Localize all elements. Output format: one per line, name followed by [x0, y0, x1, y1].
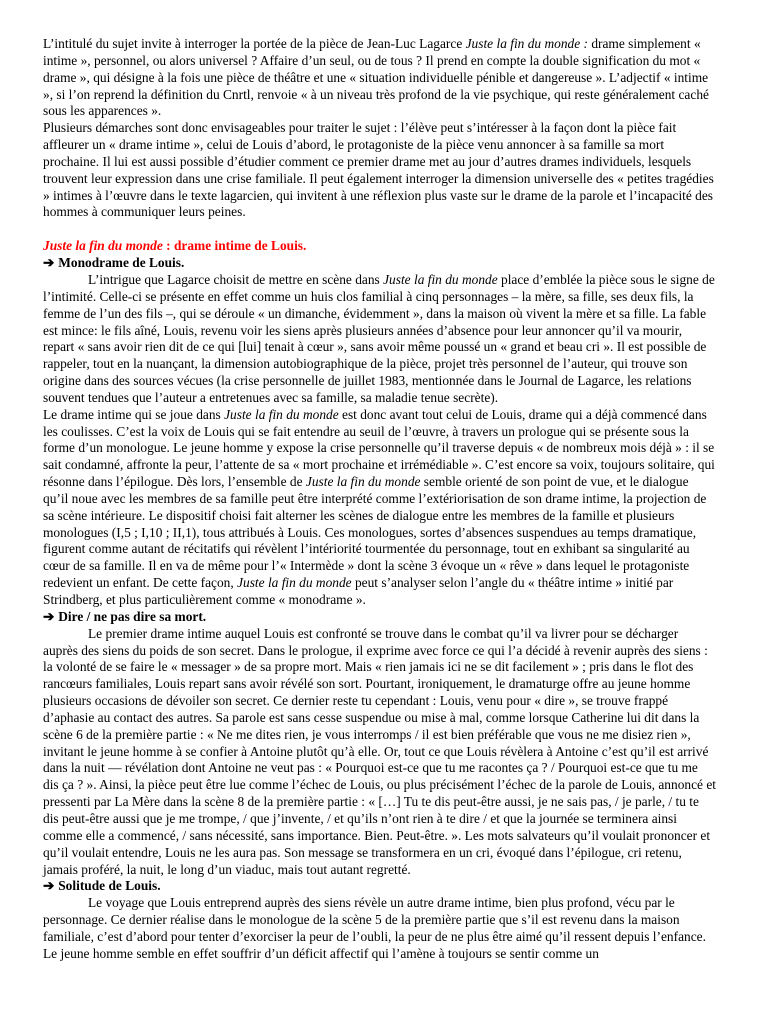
spacer — [43, 221, 716, 238]
play-title: Juste la fin du monde — [305, 474, 421, 490]
body-paragraph: L’intrigue que Lagarce choisit de mettre en scène dans Juste la fin du monde place d’emblée la pièce sous le signe de l’intimité. Celle-ci se présente en effet comme un huis clos familial à cinq personnages – la mère, sa fille, ses deux fils, la femme de l’un des fils –, qui se déroule « un dimanche, évidemment », dans la maison où vivent la mère et sa fille. La fable est mince: le fils aîné, Louis, revenu voir les siens après plusieurs années d’absence pour leur annoncer qu’il va mourir, repart « sans avoir rien dit de ce qui [lui] tenait à cœur », sans avoir même poussé un « grand et beau cri ». Il est possible de rappeler, tout en la nuançant, la dimension autobiographique de la pièce, projet très personnel de l’auteur, qui trouve son origine dans des sources vécues (la crise personnelle de juillet 1983, mentionnée dans le Journal de Lagarce, les relations souvent tendues que l’auteur a entretenues avec sa famille, sa maladie tenue secrète). — [43, 271, 715, 405]
play-title: Juste la fin du monde — [383, 271, 498, 287]
arrow-right-icon: ➔ — [43, 255, 55, 271]
body-paragraph: Le drame intime qui se joue dans Juste la fin du monde est donc avant tout celui de Louis, drame qui a déjà commencé dans les coulisses. C’est la voix de Louis qui se fait entendre au seuil de l’œuvre, à travers un prologue qui se présente sous la forme d’un monologue. Le jeune homme y expose la crise personnelle qu’il traverse depuis « de nombreux mois déjà » : il se sait condamné, affronte la peur, l’attente de sa « mort prochaine et irrémédiable ». C’est encore sa voix, toujours solitaire, qui résonne dans l’épilogue. Dès lors, l’ensemble de Juste la fin du monde semble orienté de son point de vue, et le dialogue qu’il noue avec les membres de sa famille peut être interprété comme l’extériorisation de son drame intime, la projection de sa scène intérieure. Le dispositif choisi fait alterner les scènes de dialogue entre les membres de la famille et plusieurs monologues (I,5 ; I,10 ; II,1), tous attribués à Louis. Ces monologues, sortes d’absences suspendues au temps dramatique, figurent comme autant de récitatifs qui révèlent l’intériorité tourmentée du personnage, tout en exhibant sa singularité au cœur de sa famille. Il en va de même pour l’« Intermède » dont la scène 3 évoque un « rêve » dans lequel le protagoniste redevient un enfant. De cette façon, Juste la fin du monde peut s’analyser selon l’angle du « théâtre intime » initié par Strindberg, et plus particulièrement comme « monodrame ». — [43, 406, 715, 607]
body-paragraph: Le premier drame intime auquel Louis est confronté se trouve dans le combat qu’il va livrer pour se décharger auprès des siens du poids de son secret. Dans le prologue, il exprime avec force ce qui l’a décidé à revenir auprès des siens : la volonté de se faire le « messager » de sa propre mort. Mais « rien jamais ici ne se dit facilement » ; pris dans le flot des rancœurs familiales, Louis repart sans avoir révélé son sort. Pourtant, ironiquement, le dramaturge offre au jeune homme plusieurs occasions de dévoiler son secret. Ce dernier reste tu cependant : Louis, venu pour « dire », se trouve frappé d’aphasie au contact des autres. Sa parole est sans cesse suspendue ou mise à mal, comme lorsque Catherine lui dit dans la scène 6 de la première partie : « Ne me dites rien, je vous interromps / il est bien préférable que vous ne me disiez rien », invitant le jeune homme à se confier à Antoine plutôt qu’à elle. Or, tout ce que Louis révèlera à Antoine c’est qu’il est arrivé dans la nuit — révélation dont Antoine ne veut pas : « Pourquoi est-ce que tu me racontes ça ? / Pourquoi est-ce que tu me dis ça ? ». Ainsi, la pièce peut être lue comme l’échec de Louis, ou plus précisément l’échec de la parole de Louis, annoncé et pressenti par La Mère dans la scène 8 de la première partie : « […] Tu te dis peut-être aussi, je ne sais pas, / je parle, / tu te dis peut-être aussi que je me trompe, / que j’invente, / et qu’ils n’ont rien à te dire / et que la journée se terminera ainsi comme elle a commencé, / sans nécessité, sans importance. Bien. Peut-être. ». Les mots salvateurs qu’il voulait prononcer et qu’il voulait entendre, Louis ne les aura pas. Son message se transformera en un cri, évoqué dans l’épilogue, cri retenu, jamais proféré, la nuit, le long d’un viaduc, mais tout autant regretté. — [43, 625, 716, 877]
arrow-right-icon: ➔ — [43, 878, 55, 894]
intro-paragraph-2: Plusieurs démarches sont donc envisageables pour traiter le sujet : l’élève peut s’intéresser à la façon dont la pièce fait affleurer un « drame intime », celui de Louis d’abord, le protagoniste de la pièce venu annoncer à sa famille sa mort prochaine. Il lui est aussi possible d’étudier comment ce premier drame met au jour d’autres drames individuels, lesquels trouvent leur expression dans une crise familiale. Il peut également interroger la dimension universelle des « petites tragédies » intimes à l’œuvre dans le texte lagarcien, qui invitent à une réflexion plus vaste sur le drame de la parole et l’incapacité des hommes à communiquer leurs peines. — [43, 120, 714, 220]
play-title: Juste la fin du monde : — [465, 36, 588, 51]
play-title: Juste la fin du monde — [224, 406, 339, 422]
intro-paragraph-1: L’intitulé du sujet invite à interroger la portée de la pièce de Jean-Luc Lagarce Juste la fin du monde : drame simplement « intime », personnel, ou alors universel ? Affaire d’un seul, ou de tous ? Il prend en compte la double signification du mot « drame », qui désigne à la fois une pièce de théâtre et une « situation individuelle pénible et dangereuse ». L’adjectif « intime », si l’on reprend la définition du Cnrtl, renvoie « à un niveau très profond de la vie psychique, qui reste généralement caché sous les apparences ». — [43, 36, 709, 119]
arrow-right-icon: ➔ — [43, 608, 55, 624]
subheading-monodrame: ➔ Monodrame de Louis. — [43, 255, 185, 271]
subheading-dire: ➔ Dire / ne pas dire sa mort. — [43, 608, 207, 624]
subheading-solitude: ➔ Solitude de Louis. — [43, 878, 161, 894]
play-title: Juste la fin du monde — [237, 575, 352, 591]
section-title: Juste la fin du monde : drame intime de Louis. — [43, 238, 307, 254]
body-paragraph: Le voyage que Louis entreprend auprès des siens révèle un autre drame intime, bien plus profond, vécu par le personnage. Ce dernier réalise dans le monologue de la scène 5 de la première partie que s’il est revenu dans la maison familiale, c’est d’abord pour tenter d’exorciser la peur de l’oubli, la peur de ne plus être aimé qu’il ressent depuis l’enfance. Le jeune homme semble en effet souffrir d’un déficit affectif qui l’amène à toujours se sentir comme un — [43, 895, 706, 961]
